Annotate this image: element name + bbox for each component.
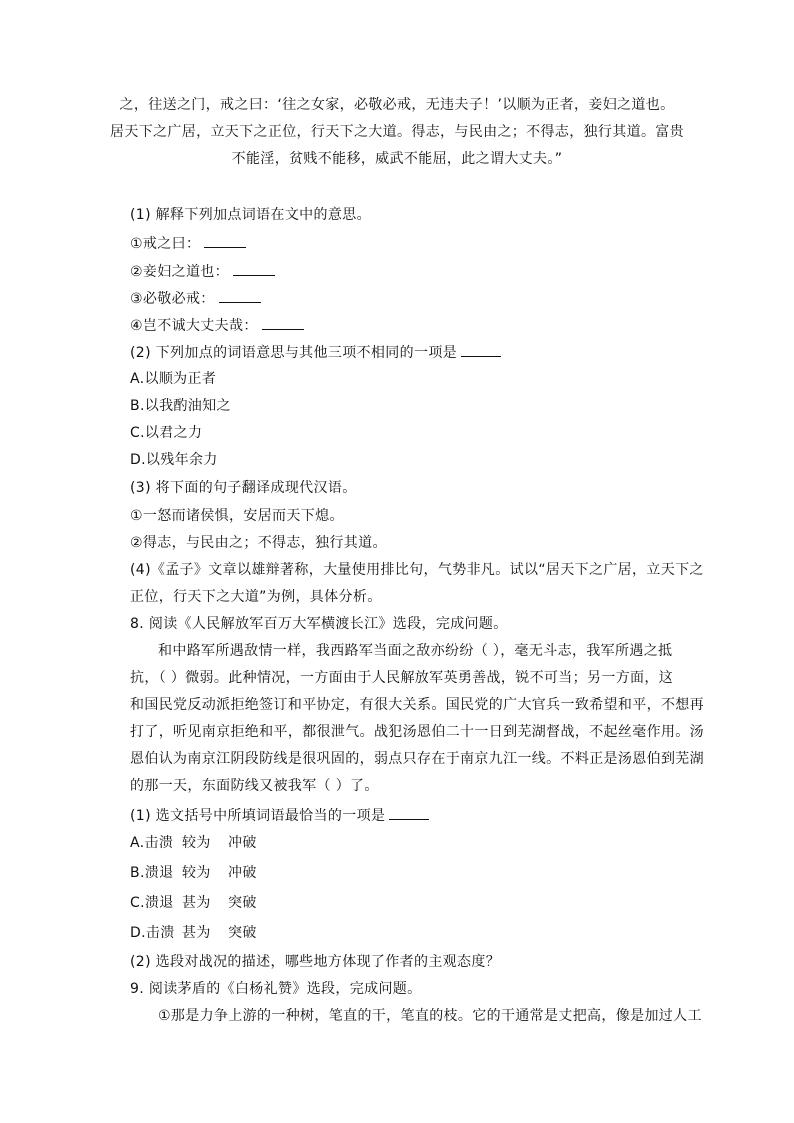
answer-blank[interactable] (461, 342, 501, 357)
fill-item: ①戒之曰： (130, 233, 246, 254)
subquestion-2: (2) 下列加点的词语意思与其他三项不相同的一项是 (130, 342, 501, 363)
option-b: B.以我酌油知之 (130, 398, 231, 414)
subquestion-1: (1) 解释下列加点词语在文中的意思。 (130, 207, 371, 223)
answer-blank[interactable] (389, 805, 429, 820)
answer-blank[interactable] (204, 233, 246, 248)
subquestion-1: (1) 选文括号中所填词语最恰当的一项是 (130, 805, 429, 826)
subquestion-4: (4)《孟子》文章以雄辩著称，大量使用排比句，气势非凡。试以“居天下之广居，立天下之 (130, 562, 704, 578)
subquestion-2: (2) 选段对战况的描述，哪些地方体现了作者的主观态度？ (130, 954, 501, 970)
subquestion-4-cont: 正位，行天下之大道”为例，具体分析。 (130, 589, 382, 605)
translate-sentence: ①一怒而诸侯惧，安居而天下熄。 (130, 508, 344, 524)
answer-blank[interactable] (219, 288, 261, 303)
passage-line: 和中路军所遇敌情一样，我西路军当面之敌亦纷纷（ ），毫无斗志，我军所遇之抵 (158, 643, 673, 659)
option-d: D.击溃 甚为 突破 (130, 925, 257, 941)
passage-line: 之，往送之门，戒之曰：‘往之女家，必敬必戒，无违夫子！’以顺为正者，妾妇之道也。 (119, 97, 675, 113)
question-9-title: 9. 阅读茅盾的《白杨礼赞》选段，完成问题。 (130, 981, 422, 997)
fill-item: ④岂不诚大丈夫哉： (130, 315, 304, 336)
passage-line: 抗，（ ）微弱。此种情况，一方面由于人民解放军英勇善战，锐不可当；另一方面，这 (130, 670, 674, 686)
option-b: B.溃退 较为 冲破 (130, 865, 257, 881)
fill-item: ③必敬必戒： (130, 288, 261, 309)
option-c: C.以君之力 (130, 425, 203, 441)
fill-item: ②妾妇之道也： (130, 261, 275, 282)
question-8-title: 8. 阅读《人民解放军百万大军横渡长江》选段，完成问题。 (130, 616, 508, 632)
answer-blank[interactable] (262, 315, 304, 330)
answer-blank[interactable] (233, 261, 275, 276)
translate-sentence: ②得志，与民由之；不得志，独行其道。 (130, 535, 387, 551)
passage-line: ①那是力争上游的一种树，笔直的干，笔直的枝。它的干通常是丈把高，像是加过人工 (158, 1008, 702, 1024)
passage-line: 和国民党反动派拒绝签订和平协定，有很大关系。国民党的广大官兵一致希望和平，不想再 (130, 697, 704, 713)
subquestion-3: (3) 将下面的句子翻译成现代汉语。 (130, 480, 357, 496)
option-a: A.击溃 较为 冲破 (130, 835, 257, 851)
option-c: C.溃退 甚为 突破 (130, 895, 257, 911)
passage-line: 居天下之广居，立天下之正位，行天下之大道。得志，与民由之；不得志，独行其道。富贵 (110, 124, 684, 140)
passage-line: 打了，听见南京拒绝和平，都很泄气。战犯汤恩伯二十一日到芜湖督战，不起丝毫作用。汤 (130, 724, 704, 740)
passage-line: 的那一天，东面防线又被我军（ ）了。 (130, 778, 379, 794)
passage-line: 不能淫，贫贱不能移，威武不能屈，此之谓大丈夫。” (231, 151, 563, 167)
option-a: A.以顺为正者 (130, 371, 217, 387)
passage-line: 恩伯认为南京江阴段防线是很巩固的，弱点只存在于南京九江一线。不料正是汤恩伯到芜湖 (130, 751, 704, 767)
option-d: D.以残年余力 (130, 452, 218, 468)
